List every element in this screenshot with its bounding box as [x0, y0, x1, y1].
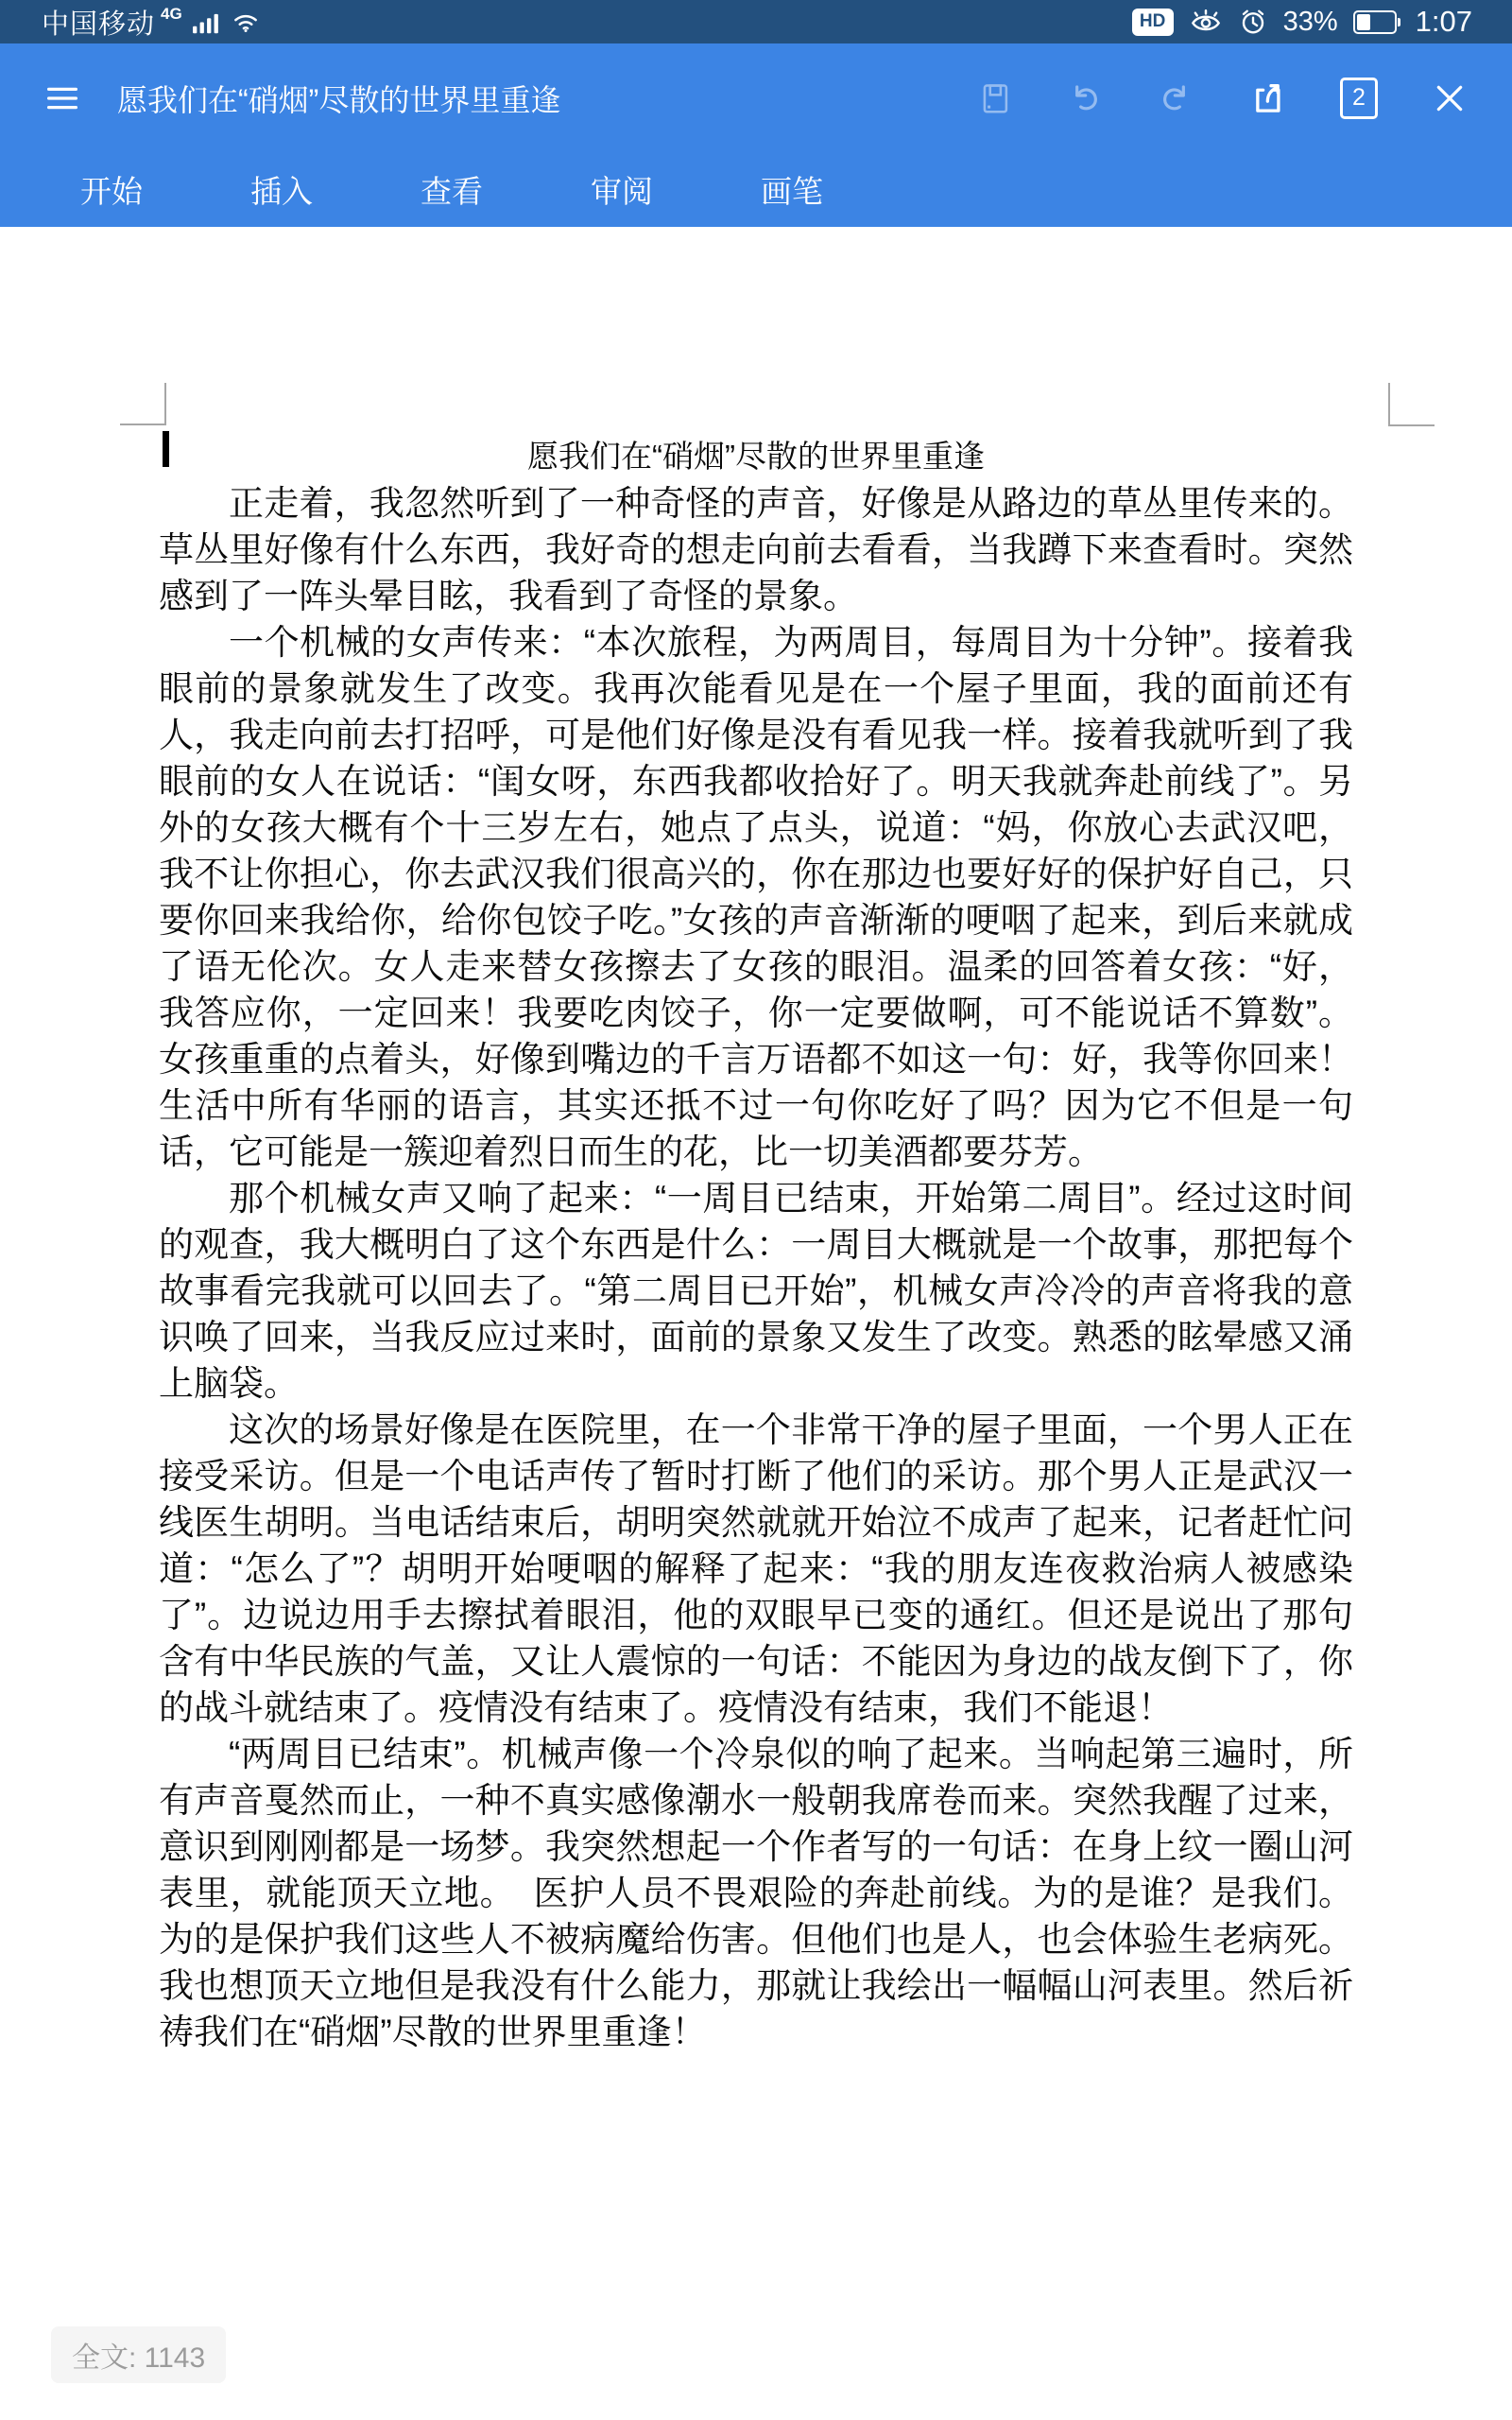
paragraph[interactable]: 一个机械的女声传来：“本次旅程，为两周目，每周目为十分钟”。接着我眼前的景象就发生了改变。我再次能看见是在一个屋子里面，我的面前还有人，我走向前去打招呼，可是他们好像是没有看见我一样。接着我就听到了我眼前的女人在说话：“闺女呀，东西我都收拾好了。明天我就奔赴前线了”。另外的女孩大概有个十三岁左右，她点了点头，说道：“妈，你放心去武汉吧，我不让你担心，你去武汉我们很高兴的，你在那边也要好好的保护好自己，只要你回来我给你，给你包饺子吃。”女孩的声音渐渐的哽咽了起来，到后来就成了语无伦次。女人走来替女孩擦去了女孩的眼泪。温柔的回答着女孩：“好，我答应你，一定回来！我要吃肉饺子，你一定要做啊，可不能说话不算数”。女孩重重的点着头，好像到嘴边的千言万语都不如这一句：好，我等你回来！生活中所有华丽的语言，其实还抵不过一句你吃好了吗？因为它不但是一句话，它可能是一簇迎着烈日而生的花，比一切美酒都要芬芳。 [159, 623, 1353, 1171]
document-body[interactable] [159, 227, 1353, 2055]
redo-icon[interactable] [1157, 79, 1194, 117]
alarm-icon [1238, 8, 1268, 36]
battery-percent-label: 33% [1282, 6, 1338, 37]
ribbon-tab-bar [0, 152, 1512, 227]
word-count-badge: 全文: 1143 [51, 2326, 226, 2383]
hd-badge: HD [1132, 9, 1174, 36]
page-margin-mark-right [1388, 383, 1435, 426]
document-title-label: 愿我们在“硝烟”尽散的世界里重逢 [117, 82, 561, 117]
menu-icon[interactable] [43, 83, 81, 113]
paragraph[interactable]: 正走着，我忽然听到了一种奇怪的声音，好像是从路边的草丛里传来的。草丛里好像有什么东西，我好奇的想走向前去看看，当我蹲下来查看时。突然感到了一阵头晕目眩，我看到了奇怪的景象。 [159, 484, 1353, 615]
tab-insert[interactable]: 插入 [250, 174, 313, 209]
document-page[interactable] [0, 227, 1512, 2383]
paragraph[interactable]: “两周目已结束”。机械声像一个冷泉似的响了起来。当响起第三遍时，所有声音戛然而止，一种不真实感像潮水一般朝我席卷而来。突然我醒了过来，意识到刚刚都是一场梦。我突然想起一个作者写的一句话：在身上纹一圈山河表里，就能顶天立地。 医护人员不畏艰险的奔赴前线。为的是谁？是我们。为的是保护我们这些人不被病魔给伤害。但他们也是人，也会体验生老病死。我也想顶天立地但是我没有什么能力，那就让我绘出一幅幅山河表里。然后祈祷我们在“硝烟”尽散的世界里重逢！ [159, 1735, 1353, 2051]
battery-icon [1353, 10, 1397, 34]
carrier-label: 中国移动 [42, 9, 156, 40]
paragraph[interactable]: 那个机械女声又响了起来：“一周目已结束，开始第二周目”。经过这时间的观查，我大概明白了这个东西是什么：一周目大概就是一个故事，那把每个故事看完我就可以回去了。“第二周目已开始”，机械女声冷冷的声音将我的意识唤了回来，当我反应过来时，面前的景象又发生了改变。熟悉的眩晕感又涌上脑袋。 [159, 1179, 1353, 1403]
clock-label: 1:07 [1415, 5, 1472, 38]
app-bar [0, 43, 1512, 152]
undo-icon[interactable] [1066, 79, 1104, 117]
tab-review[interactable]: 审阅 [591, 174, 653, 209]
document-heading[interactable]: 愿我们在“硝烟”尽散的世界里重逢 [527, 439, 985, 474]
network-4g-badge: 4G [161, 4, 182, 23]
close-icon[interactable] [1431, 79, 1469, 117]
tab-pen[interactable]: 画笔 [761, 174, 823, 209]
page-margin-mark-left [120, 383, 166, 425]
text-cursor [163, 431, 169, 467]
status-bar [0, 0, 1512, 43]
tab-home[interactable]: 开始 [80, 174, 143, 209]
paragraph[interactable]: 这次的场景好像是在医院里，在一个非常干净的屋子里面，一个男人正在接受采访。但是一个电话声传了暂时打断了他们的采访。那个男人正是武汉一线医生胡明。当电话结束后，胡明突然就就开始泣不成声了起来，记者赶忙问道：“怎么了”？胡明开始哽咽的解释了起来：“我的朋友连夜救治病人被感染了”。边说边用手去擦拭着眼泪，他的双眼早已变的通红。但还是说出了那句含有中华民族的气盖，又让人震惊的一句话：不能因为身边的战友倒下了，你的战斗就结束了。疫情没有结束了。疫情没有结束，我们不能退！ [159, 1410, 1353, 1727]
wifi-icon [230, 8, 262, 36]
share-icon[interactable] [1247, 78, 1287, 118]
eye-protection-icon [1189, 8, 1223, 36]
save-icon[interactable] [977, 79, 1013, 117]
tab-count-box[interactable]: 2 [1340, 78, 1378, 119]
signal-icon [192, 9, 220, 35]
tab-view[interactable]: 查看 [421, 174, 483, 209]
